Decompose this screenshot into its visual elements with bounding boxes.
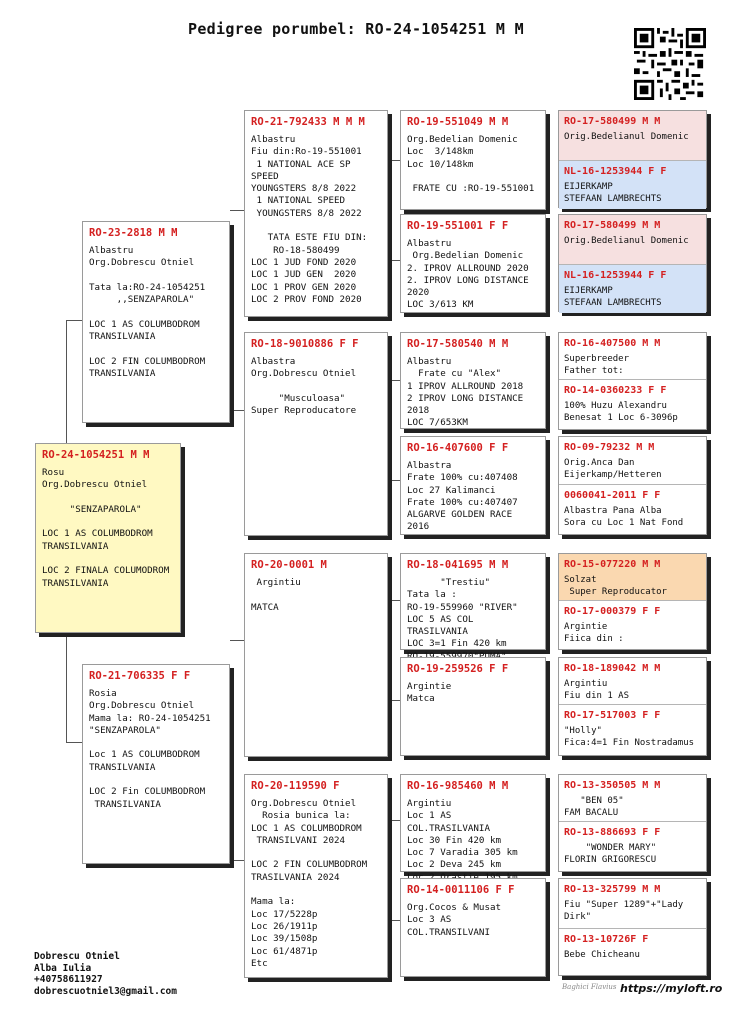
gggp-id: RO-15-077220 M M [564,559,661,570]
gggp-text: Orig.Bedelianul Domenic [564,132,689,142]
gggp-text: Albastra Pana Alba Sora cu Loc 1 Nat Fond [564,506,684,528]
grandparent-id: RO-18-9010886 F F [251,338,359,350]
sire-text: Albastru Org.Dobrescu Otniel Tata la:RO-24-1054251 ,,SENZAPAROLA" LOC 1 AS COLUMBODROM TRANSILVANIA LOC 2 FIN COLUMBODROM TRANSILVANIA [89,245,206,379]
ggp-card [400,553,546,650]
gggp-id: RO-17-517003 F F [564,710,661,721]
gggp-pair [558,332,707,430]
gggp-id: RO-09-79232 M M [564,442,655,453]
gggp-id: RO-17-580499 M M [564,116,661,127]
ggp-id: RO-16-407600 F F [407,442,509,454]
grandparent-id: RO-21-792433 M M M [251,116,365,128]
gggp-id: RO-13-325799 M M [564,884,661,895]
sire-card [82,221,230,423]
gggp-text: Argintie Fiica din : [564,622,624,644]
ggp-text: Org.Bedelian Domenic Loc 3/148km Loc 10/148km FRATE CU :RO-19-551001 [407,134,535,195]
gggp-pair [558,553,707,650]
gggp-text: "WONDER MARY" FLORIN GRIGORESCU [564,843,657,865]
grandparent-card [244,774,388,978]
gggp-id: RO-14-0360233 F F [564,385,667,396]
grandparent-card [244,110,388,317]
ggp-text: Albastru Frate cu "Alex" 1 IPROV ALLROUND 2018 2 IPROV LONG DISTANCE 2018 LOC 7/653KM [407,356,524,429]
gggp-text: EIJERKAMP STEFAAN LAMBRECHTS [564,182,662,204]
grandparent-text: Argintiu MATCA [251,577,301,613]
gggp-id: RO-13-886693 F F [564,827,661,838]
gggp-text: Superbreeder Father tot: [564,354,630,376]
sire-id: RO-23-2818 M M [89,227,178,239]
gggp-pair [558,436,707,535]
gggp-text: EIJERKAMP STEFAAN LAMBRECHTS [564,286,662,308]
gggp-text: Argintiu Fiu din 1 AS [564,679,630,701]
subject-card [35,443,181,633]
gggp-text: "Holly" Fica:4=1 Fin Nostradamus [564,726,695,748]
subject-text: Rosu Org.Dobrescu Otniel "SENZAPAROLA" LOC 1 AS COLUMBODROM TRANSILVANIA LOC 2 FINALA COLUMODROM TRANSILVANIA [42,467,170,589]
ggp-card [400,214,546,313]
gggp-entry [559,705,706,757]
gggp-entry [559,437,706,485]
gggp-id: 0060041-2011 F F [564,490,661,501]
gggp-text: Fiu "Super 1289"+"Lady Dirk" [564,900,684,922]
grandparent-id: RO-20-119590 F [251,780,340,792]
gggp-entry [559,554,706,601]
signature: Baghici Flavius [562,983,617,991]
owner-phone: +40758611927 [34,974,103,985]
dam-card [82,664,230,864]
gggp-text: Solzat Super Reproducator [564,575,667,597]
gggp-entry [559,485,706,536]
gggp-entry [559,775,706,822]
ggp-card [400,878,546,977]
owner-city: Alba Iulia [34,962,92,974]
gggp-entry [559,215,706,265]
gggp-entry [559,111,706,161]
subject-id: RO-24-1054251 M M [42,449,150,461]
ggp-id: RO-17-580540 M M [407,338,509,350]
ggp-card [400,774,546,872]
gggp-entry [559,333,706,380]
gggp-text: 100% Huzu Alexandru Benesat 1 Loc 6-3096p [564,401,678,423]
grandparent-card [244,553,388,757]
grandparent-card [244,332,388,536]
ggp-id: RO-19-551049 M M [407,116,509,128]
gggp-id: RO-13-10726F F [564,934,649,945]
gggp-pair [558,878,707,976]
ggp-card [400,436,546,535]
gggp-entry [559,265,706,313]
ggp-text: Albastra Frate 100% cu:407408 Loc 27 Kalimanci Frate 100% cu:407407 ALGARVE GOLDEN RACE 2016 [407,460,518,533]
ggp-text: Albastru Org.Bedelian Domenic 2. IPROV ALLROUND 2020 2. IPROV LONG DISTANCE 2020 LOC 3/613 KM [407,238,529,311]
gggp-entry [559,601,706,651]
grandparent-text: Albastru Fiu din:Ro-19-551001 1 NATIONAL ACE SP SPEED YOUNGSTERS 8/8 2022 1 NATIONAL SPEED YOUNGSTERS 8/8 2022 TATA ESTE FIU DIN: RO-18-580499 LOC 1 JUD FOND 2020 LOC 1 JUD GEN 2020 LOC 1 PROV GEN 2020 LOC 2 PROV FOND 2020 [251,134,368,305]
owner-contact [34,951,177,997]
dam-id: RO-21-706335 F F [89,670,191,682]
gggp-text: "BEN 05" FAM BACALU [564,796,624,818]
gggp-id: RO-13-350505 M M [564,780,661,791]
grandparent-text: Org.Dobrescu Otniel Rosia bunica la: LOC 1 AS COLUMBODROM TRANSILVANI 2024 LOC 2 FIN COLUMBODROM TRASILVANIA 2024 Mama la: Loc 17/5228p Loc 26/1911p Loc 39/1508p Loc 61/4871p Etc [251,798,368,969]
gggp-id: RO-17-580499 M M [564,220,661,231]
gggp-entry [559,658,706,705]
gggp-entry [559,380,706,431]
gggp-pair [558,657,707,756]
ggp-text: Argintiu Loc 1 AS COL.TRASILVANIA Loc 30 Fin 420 km Loc 7 Varadia 305 km Loc 2 Deva 245 km [407,798,518,871]
ggp-card [400,110,546,210]
gggp-entry [559,822,706,873]
owner-name: Dobrescu Otniel [34,951,120,962]
grandparent-text: Albastra Org.Dobrescu Otniel "Musculoasa" Super Reproducatore [251,356,357,417]
ggp-card [400,657,546,756]
gggp-pair [558,214,707,312]
site-link[interactable]: https://myloft.ro [620,982,723,995]
gggp-id: RO-17-000379 F F [564,606,661,617]
gggp-id: RO-18-189042 M M [564,663,661,674]
page-title: Pedigree porumbel: RO-24-1054251 M M [188,20,524,38]
gggp-entry [559,161,706,209]
gggp-id: NL-16-1253944 F F [564,166,667,177]
ggp-id: RO-19-259526 F F [407,663,509,675]
grandparent-id: RO-20-0001 M [251,559,327,571]
gggp-text: Bebe Chicheanu [564,950,640,960]
ggp-id: RO-16-985460 M M [407,780,509,792]
gggp-id: NL-16-1253944 F F [564,270,667,281]
gggp-pair [558,774,707,872]
ggp-card [400,332,546,429]
owner-email[interactable]: dobrescuotniel3@gmail.com [34,985,177,997]
ggp-text: Argintie Matca [407,681,452,705]
gggp-entry [559,879,706,929]
gggp-pair [558,110,707,208]
ggp-id: RO-14-0011106 F F [407,884,515,896]
gggp-id: RO-16-407500 M M [564,338,661,349]
dam-text: Rosia Org.Dobrescu Otniel Mama la: RO-24-1054251 "SENZAPAROLA" Loc 1 AS COLUMBODROM TRANSILVANIA LOC 2 Fin COLUMBODROM TRANSILVANIA [89,688,211,810]
ggp-id: RO-18-041695 M M [407,559,509,571]
gggp-text: Orig.Bedelianul Domenic [564,236,689,246]
gggp-entry [559,929,706,977]
ggp-text: "Trestiu" Tata la : RO-19-559960 "RIVER" LOC 5 AS COL TRASILVANIA LOC 3=1 Fin 420 km [407,577,518,650]
qr-code-icon [634,28,706,100]
ggp-text: Org.Cocos & Musat Loc 3 AS COL.TRANSILVANI [407,902,502,938]
ggp-id: RO-19-551001 F F [407,220,509,232]
gggp-text: Orig.Anca Dan Eijerkamp/Hetteren [564,458,662,480]
